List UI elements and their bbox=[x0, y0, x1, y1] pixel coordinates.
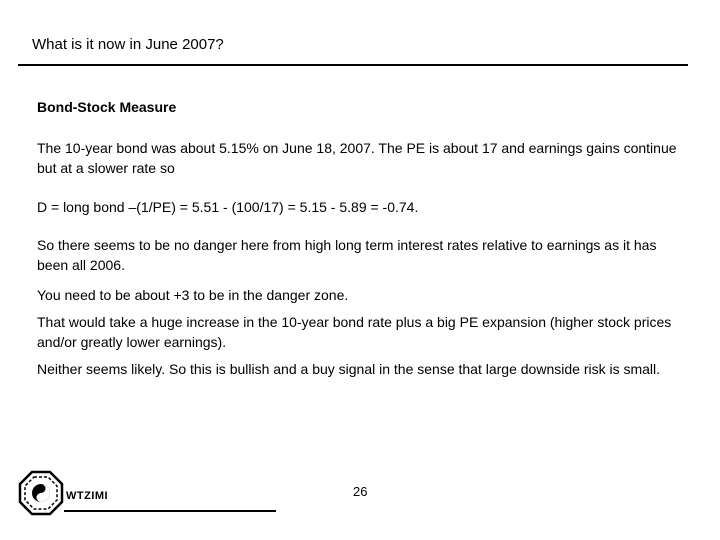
paragraph-bullish: Neither seems likely. So this is bullish and a buy signal in the sense that large downside risk is small. bbox=[37, 361, 661, 377]
section-heading: Bond-Stock Measure bbox=[37, 99, 177, 115]
slide-title: What is it now in June 2007? bbox=[32, 36, 224, 53]
paragraph-bond-pe: The 10-year bond was about 5.15% on June 18, 2007. The PE is about 17 and earnings gains continue but at a slower rate so bbox=[37, 140, 677, 176]
page-number: 26 bbox=[353, 484, 368, 499]
paragraph-no-danger: So there seems to be no danger here from high long term interest rates relative to earnings as it has been all 2006. bbox=[37, 237, 657, 273]
footer-divider bbox=[64, 510, 276, 512]
logo-text: WTZIMI bbox=[66, 490, 109, 502]
title-divider bbox=[18, 64, 688, 66]
paragraph-danger-zone: You need to be about +3 to be in the danger zone. bbox=[37, 287, 349, 303]
paragraph-huge-increase: That would take a huge increase in the 10-year bond rate plus a big PE expansion (higher stock prices and/or greatly lower earnings). bbox=[37, 314, 672, 350]
octagon-logo-icon bbox=[18, 470, 64, 516]
paragraph-formula: D = long bond –(1/PE) = 5.51 - (100/17) = 5.15 - 5.89 = -0.74. bbox=[37, 199, 419, 215]
